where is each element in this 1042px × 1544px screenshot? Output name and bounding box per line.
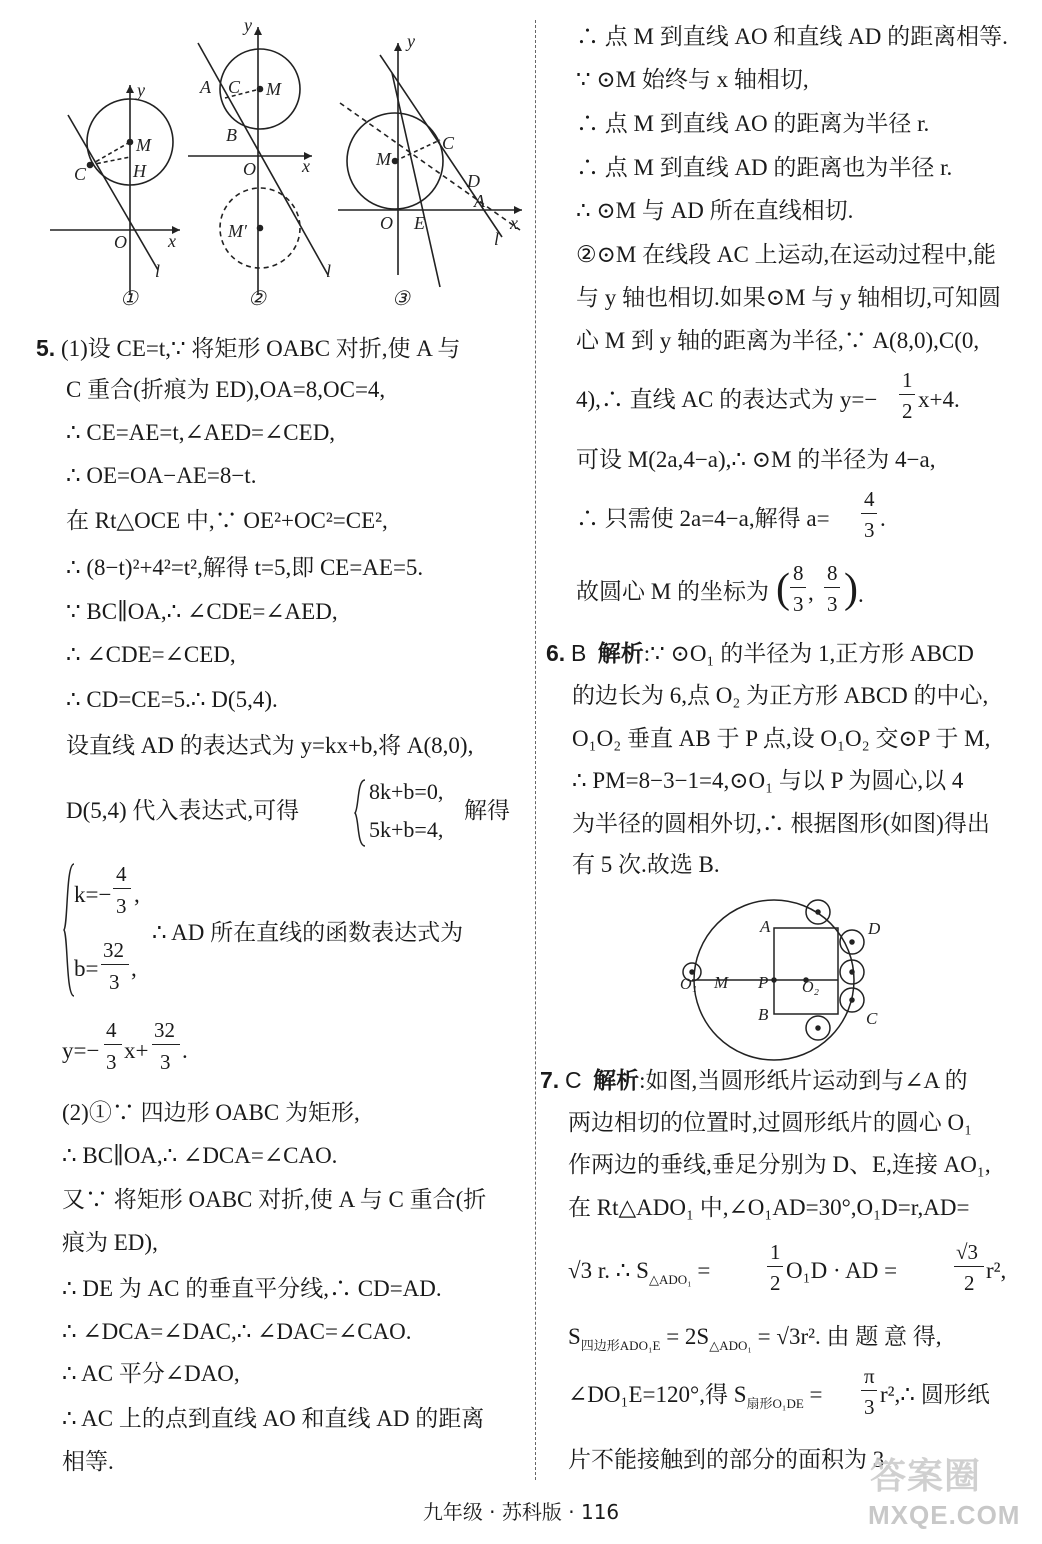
- q7-s3-bar: [861, 1390, 877, 1391]
- q7-s1-bar: [767, 1266, 783, 1267]
- q5-sub-lead: D(5,4) 代入表达式,可得: [66, 798, 300, 823]
- fig3-label-a: A: [474, 191, 485, 211]
- q5-right-line-5: ②⊙M 在线段 AC 上运动,在运动过程中,能: [576, 242, 997, 267]
- q5-part2-line-4: ∴ DE 为 AC 的垂直平分线,∴ CD=AD.: [62, 1276, 442, 1301]
- q7-s2-tail: = √3r². 由 题 意 得,: [751, 1324, 942, 1349]
- fig1-label-o: O: [114, 232, 127, 252]
- fig1-label-c: C: [74, 164, 87, 184]
- fig3-label-l: l: [494, 229, 500, 249]
- q7-s3-tail: r²,∴ 圆形纸: [880, 1382, 990, 1407]
- fig2-label-x: x: [302, 156, 310, 176]
- fig3-label-c: C: [442, 133, 455, 153]
- fig3-label-e: E: [414, 213, 425, 233]
- q6-label-b: B: [758, 1005, 769, 1024]
- q5-part2-line-0: (2)①∵ 四边形 OABC 为矩形,: [62, 1100, 360, 1125]
- q5-line-8: ∴ CD=CE=5.∴ D(5,4).: [66, 687, 278, 712]
- q7-s1-sub: △ADO₁: [648, 1272, 692, 1287]
- fig3-label-x: x: [510, 213, 518, 233]
- q7-line-0: :如图,当圆形纸片运动到与∠A 的: [639, 1068, 968, 1093]
- q5-center-n2: 8: [827, 561, 838, 585]
- fig3-label-o: O: [380, 213, 393, 233]
- fig3-label-m: M: [376, 149, 391, 169]
- figure-1: [50, 80, 180, 310]
- q5-ac-tail: x+4.: [918, 387, 960, 412]
- q5-right-line-6: 与 y 轴也相切.如果⊙M 与 y 轴相切,可知圆: [576, 285, 1001, 310]
- q5-first-line: [36, 333, 460, 364]
- q5-need-bar: [861, 513, 877, 514]
- q5-k-lhs: k=−: [74, 882, 112, 907]
- q7-line-2: 作两边的垂线,垂足分别为 D、E,连接 AO₁,: [568, 1152, 991, 1177]
- q5-center-rparen: ): [844, 566, 858, 612]
- q5-func-bar1: [104, 1044, 122, 1045]
- q7-first-line: [540, 1065, 968, 1096]
- q5-k-bar: [113, 888, 131, 889]
- fig1-label-y: y: [137, 80, 145, 100]
- fig3-caption: ③: [392, 288, 410, 310]
- fig3-line-ac: [392, 73, 440, 287]
- q5-need-num: 4: [864, 487, 875, 511]
- q5-ac-lead: 4),∴ 直线 AC 的表达式为 y=−: [576, 387, 878, 412]
- q6-line-2: O₁O₂ 垂直 AB 于 P 点,设 O₁O₂ 交⊙P 于 M,: [572, 726, 991, 751]
- q5-line-5: ∴ (8−t)²+4²=t²,解得 t=5,即 CE=AE=5.: [66, 555, 424, 580]
- q5-right-line-0: ∴ 点 M 到直线 AO 和直线 AD 的距离相等.: [576, 24, 1008, 49]
- q5-right-line-3: ∴ 点 M 到直线 AD 的距离也为半径 r.: [576, 155, 953, 180]
- fig2-label-m-prime: M′: [228, 221, 247, 241]
- q5-right-line-1: ∵ ⊙M 始终与 x 轴相切,: [576, 67, 809, 92]
- q5-center-d1: 3: [793, 592, 804, 616]
- q7-s1-eq: =: [691, 1258, 711, 1283]
- q6-figure: [670, 892, 900, 1064]
- q5-part2-line-1: ∴ BC∥OA,∴ ∠DCA=∠CAO.: [62, 1143, 338, 1168]
- q5-k-num: 4: [116, 862, 127, 886]
- q7-s3-expr: [568, 1380, 823, 1419]
- q6-line-0: :∵ ⊙O₁ 的半径为 1,正方形 ABCD: [643, 641, 974, 666]
- q5-k-den: 3: [116, 894, 127, 918]
- q5-b-lhs: b=: [74, 956, 99, 981]
- q7-last-line: 片不能接触到的部分的面积为 3: [568, 1447, 885, 1472]
- q5-ac-bar: [899, 394, 915, 395]
- q5-part2-line-6: ∴ AC 平分∠DAO,: [62, 1361, 240, 1386]
- fig2-caption: ②: [248, 288, 266, 310]
- fig1-caption: ①: [120, 288, 138, 310]
- q6-number: 6.: [546, 640, 566, 666]
- q5-part2-line-7: ∴ AC 上的点到直线 AO 和直线 AD 的距离: [62, 1406, 485, 1431]
- q7-s3-num: π: [864, 1364, 875, 1388]
- q5-line-9: 设直线 AD 的表达式为 y=kx+b,将 A(8,0),: [66, 733, 474, 758]
- fig1-label-h: H: [133, 161, 146, 181]
- q5-center-comma: ,: [808, 580, 814, 605]
- q5-func-mid: x+: [124, 1038, 149, 1063]
- q7-s1-expr: [568, 1256, 710, 1295]
- q7-s3-eq: =: [803, 1382, 823, 1407]
- q5-ac-den: 2: [902, 399, 913, 423]
- q5-line-6: ∵ BC∥OA,∴ ∠CDE=∠AED,: [66, 599, 338, 624]
- q5-func-d2: 3: [160, 1050, 171, 1074]
- column-divider: [535, 20, 536, 1480]
- q6-label-c: C: [866, 1009, 878, 1028]
- q7-line-3: 在 Rt△ADO₁ 中,∠O₁AD=30°,O₁D=r,AD=: [568, 1195, 970, 1220]
- q7-s2-lead: S: [568, 1324, 581, 1349]
- q5-b-bar: [101, 964, 129, 965]
- q5-center-d2: 3: [827, 592, 838, 616]
- q4-figures: [40, 15, 530, 310]
- fig2-label-o: O: [243, 159, 256, 179]
- q6-line-5: 有 5 次.故选 B.: [572, 852, 720, 877]
- q7-s1-bar2: [954, 1266, 984, 1267]
- q7-tag: 解析: [593, 1068, 640, 1094]
- q5-b-tail: ,: [131, 956, 137, 981]
- q5-func-tail: .: [182, 1038, 188, 1063]
- q6-label-o1: O₁: [680, 976, 698, 993]
- q6-label-o2: O₂: [802, 979, 820, 996]
- q5-part2-line-5: ∴ ∠DCA=∠DAC,∴ ∠DAC=∠CAO.: [62, 1319, 412, 1344]
- watermark-logo: 答案圈: [870, 1455, 982, 1496]
- q7-s2-expr: [568, 1322, 942, 1361]
- q7-s1-den2: 2: [964, 1271, 975, 1295]
- q5-right-line-2: ∴ 点 M 到直线 AO 的距离为半径 r.: [576, 111, 930, 136]
- q6-line-3: ∴ PM=8−3−1=4,⊙O₁ 与以 P 为圆心,以 4: [572, 768, 964, 793]
- fig2-label-a: A: [200, 77, 211, 97]
- q5-func-n2: 32: [154, 1018, 175, 1042]
- q5-right-line-4: ∴ ⊙M 与 AD 所在直线相切.: [576, 198, 854, 223]
- q5-center-lparen: (: [776, 566, 790, 612]
- q5-b-num: 32: [103, 938, 124, 962]
- q5-line-0: (1)设 CE=t,∵ 将矩形 OABC 对折,使 A 与: [60, 336, 461, 361]
- fig2-label-b: B: [226, 125, 237, 145]
- q6-line-1: 的边长为 6,点 O₂ 为正方形 ABCD 的中心,: [572, 683, 989, 708]
- q5-set-m: 可设 M(2a,4−a),∴ ⊙M 的半径为 4−a,: [576, 447, 936, 472]
- q5-need-tail: .: [880, 506, 886, 531]
- q7-s1-mid: O₁D · AD =: [786, 1258, 898, 1283]
- fig2-label-y: y: [244, 15, 252, 35]
- q7-s3-sub: 扇形O₁DE: [746, 1396, 804, 1411]
- q6-square-abcd: [774, 928, 838, 1014]
- q6-line-4: 为半径的圆相外切,∴ 根据图形(如图)得出: [572, 811, 990, 836]
- q7-s1-tail: r²,: [986, 1258, 1007, 1283]
- q7-line-1: 两边相切的位置时,过圆形纸片的圆心 O₁: [568, 1110, 973, 1135]
- fig2-label-c: C: [228, 77, 241, 97]
- q5-system-eq-1: 8k+b=0,: [369, 779, 444, 804]
- q7-s1-num2: √3: [956, 1240, 979, 1264]
- q5-center-bar2: [824, 587, 840, 588]
- fig1-label-m: M: [136, 135, 151, 155]
- brace-system-1: [353, 778, 367, 848]
- q5-part2-line-3: 痕为 ED),: [62, 1230, 158, 1255]
- q5-line-2: ∴ CE=AE=t,∠AED=∠CED,: [66, 420, 336, 445]
- q6-label-p: P: [758, 973, 769, 992]
- q7-s2-sub2: △ADO₁: [709, 1338, 752, 1353]
- q5-ad-text: ∴ AD 所在直线的函数表达式为: [152, 920, 464, 945]
- fig3-label-d: D: [467, 171, 480, 191]
- q5-center-bar1: [790, 587, 806, 588]
- q5-func-y: y=−: [62, 1038, 100, 1063]
- q7-s2-mid: = 2S: [660, 1324, 710, 1349]
- page-footer: 九年级 · 苏科版 · 116: [422, 1500, 620, 1524]
- q6-label-a: A: [760, 917, 771, 936]
- q5-line-7: ∴ ∠CDE=∠CED,: [66, 642, 236, 667]
- q5-b-den: 3: [109, 970, 120, 994]
- q5-center-lead: 故圆心 M 的坐标为: [576, 579, 769, 604]
- q5-center-n1: 8: [793, 561, 804, 585]
- q5-k-tail: ,: [134, 882, 140, 907]
- q7-s1-lead: √3 r. ∴ S: [568, 1258, 649, 1283]
- fig3-label-y: y: [407, 31, 415, 51]
- q5-need-den: 3: [864, 518, 875, 542]
- fig2-label-l: l: [326, 261, 332, 281]
- figure-3: [338, 31, 522, 310]
- q6-label-m: M: [714, 973, 729, 992]
- q5-number: 5.: [36, 335, 56, 361]
- q5-func-bar2: [152, 1044, 180, 1045]
- q7-number: 7.: [540, 1067, 560, 1093]
- q5-ac-num: 1: [902, 368, 913, 392]
- q5-need-lead: ∴ 只需使 2a=4−a,解得 a=: [576, 506, 830, 531]
- q5-func-d1: 3: [106, 1050, 117, 1074]
- q7-s3-lead: ∠DO₁E=120°,得 S: [568, 1382, 747, 1407]
- q5-part2-line-8: 相等.: [62, 1449, 114, 1474]
- q5-func-n1: 4: [106, 1018, 117, 1042]
- q7-s2-sub: 四边形ADO₁E: [580, 1338, 661, 1353]
- q5-sub-after: 解得: [464, 798, 510, 823]
- figure-2: [188, 15, 331, 310]
- q6-label-d: D: [868, 919, 881, 938]
- q5-line-3: ∴ OE=OA−AE=8−t.: [66, 463, 257, 488]
- q7-s3-den: 3: [864, 1395, 875, 1419]
- q7-answer: C: [564, 1067, 582, 1093]
- fig1-label-x: x: [168, 231, 176, 251]
- q5-center-tail: .: [858, 582, 864, 607]
- q7-s1-den: 2: [770, 1271, 781, 1295]
- fig2-label-m: M: [266, 79, 281, 99]
- q6-answer: B: [570, 640, 587, 666]
- q5-line-1: C 重合(折痕为 ED),OA=8,OC=4,: [66, 377, 386, 402]
- q5-part2-line-2: 又∵ 将矩形 OABC 对折,使 A 与 C 重合(折: [62, 1187, 487, 1212]
- q6-first-line: [546, 638, 974, 669]
- q6-tag: 解析: [597, 641, 644, 667]
- watermark-text: MXQE.COM: [868, 1500, 1021, 1530]
- fig1-label-l: l: [155, 261, 161, 281]
- q5-system-eq-2: 5k+b=4,: [369, 817, 444, 842]
- q5-line-4: 在 Rt△OCE 中,∵ OE²+OC²=CE²,: [66, 508, 388, 533]
- q7-s1-num: 1: [770, 1240, 781, 1264]
- q5-right-line-7: 心 M 到 y 轴的距离为半径,∵ A(8,0),C(0,: [576, 328, 980, 353]
